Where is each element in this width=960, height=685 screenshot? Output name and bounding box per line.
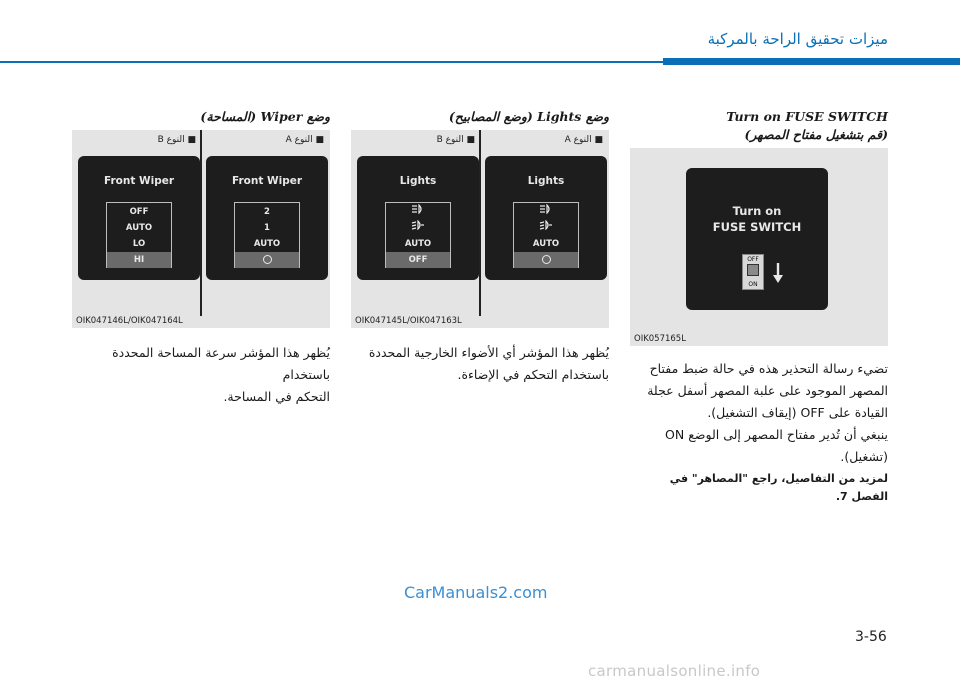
page-number: 3-56 bbox=[855, 629, 887, 645]
option-auto: AUTO bbox=[253, 239, 281, 249]
wiper-description bbox=[72, 342, 330, 408]
lights-panel-type-a bbox=[485, 156, 607, 280]
text-line: ينبغي أن تُدير مفتاح المصهر إلى الوضع ON bbox=[665, 427, 888, 442]
panel-title: Lights bbox=[399, 175, 437, 187]
type-a-tag: ■ النوع A bbox=[564, 135, 603, 145]
wiper-title: وضع Wiper (المساحة) bbox=[200, 109, 330, 124]
text-line: باستخدام التحكم في الإضاءة. bbox=[457, 367, 609, 382]
parking-light-icon bbox=[386, 204, 450, 220]
panel-line: Turn on bbox=[732, 204, 782, 218]
option-1: 1 bbox=[264, 223, 270, 233]
fuse-title-translation: (قم بتشغيل مفتاح المصهر) bbox=[744, 127, 888, 142]
lights-section bbox=[351, 108, 609, 386]
figure-code: OIK057165L bbox=[634, 334, 686, 344]
option-box bbox=[106, 202, 172, 268]
arrow-down-icon bbox=[772, 262, 784, 284]
type-b-tag: ■ النوع B bbox=[157, 135, 196, 145]
figure-code: OIK047145L/OIK047163L bbox=[355, 316, 462, 326]
option-hi-selected: HI bbox=[107, 252, 171, 268]
low-beam-icon bbox=[386, 220, 450, 236]
text-line: (تشغيل). bbox=[840, 449, 888, 464]
parking-light-icon bbox=[514, 204, 578, 220]
circle-icon bbox=[235, 252, 299, 268]
wiper-panel-type-b bbox=[78, 156, 200, 280]
text-line: تضيء رسالة التحذير هذه في حالة ضبط مفتاح bbox=[649, 361, 888, 376]
fuse-description bbox=[630, 358, 888, 468]
option-auto: AUTO bbox=[404, 239, 432, 249]
option-off: OFF bbox=[129, 207, 149, 217]
wiper-panel-type-a bbox=[206, 156, 328, 280]
watermark: CarManuals2.com bbox=[404, 583, 548, 602]
low-beam-icon bbox=[514, 220, 578, 236]
header-rule-accent bbox=[663, 58, 960, 65]
wiper-figure bbox=[72, 130, 330, 328]
page-header bbox=[0, 0, 960, 68]
panel-title: Front Wiper bbox=[231, 175, 303, 187]
footer-watermark: carmanualsonline.info bbox=[588, 662, 761, 680]
option-lo: LO bbox=[132, 239, 146, 249]
text-line: يُظهر هذا المؤشر سرعة المساحة المحددة باستخدام bbox=[112, 345, 330, 382]
figure-divider bbox=[479, 130, 481, 316]
text-line: القيادة على OFF (إيقاف التشغيل). bbox=[707, 405, 888, 420]
circle-icon bbox=[514, 252, 578, 268]
figure-divider bbox=[200, 130, 202, 316]
fuse-figure bbox=[630, 148, 888, 346]
option-box bbox=[234, 202, 300, 268]
option-box bbox=[385, 202, 451, 268]
fuse-section bbox=[630, 108, 888, 506]
panel-title: Lights bbox=[527, 175, 565, 187]
chapter-title: ميزات تحقيق الراحة بالمركبة bbox=[707, 30, 888, 48]
switch-on-label: ON bbox=[748, 281, 758, 288]
fuse-title: Turn on FUSE SWITCH bbox=[726, 109, 888, 124]
wiper-section bbox=[72, 108, 330, 408]
text-line: المصهر الموجود على علبة المصهر أسفل عجلة bbox=[647, 383, 888, 398]
switch-off-label: OFF bbox=[747, 256, 759, 263]
text-line: يُظهر هذا المؤشر أي الأضواء الخارجية المحددة bbox=[368, 345, 609, 360]
lights-title: وضع Lights (وضع المصابيح) bbox=[448, 109, 609, 124]
option-off-selected: OFF bbox=[386, 252, 450, 268]
lights-figure bbox=[351, 130, 609, 328]
option-auto: AUTO bbox=[125, 223, 153, 233]
fuse-switch-icon bbox=[742, 254, 764, 290]
option-box bbox=[513, 202, 579, 268]
figure-code: OIK047146L/OIK047164L bbox=[76, 316, 183, 326]
text-line: التحكم في المساحة. bbox=[223, 389, 330, 404]
panel-title: Front Wiper bbox=[103, 175, 175, 187]
lights-description bbox=[351, 342, 609, 386]
panel-line: FUSE SWITCH bbox=[712, 220, 802, 234]
fuse-switch-panel bbox=[686, 168, 828, 310]
switch-knob bbox=[747, 264, 759, 276]
type-a-tag: ■ النوع A bbox=[285, 135, 324, 145]
type-b-tag: ■ النوع B bbox=[436, 135, 475, 145]
option-2: 2 bbox=[264, 207, 270, 217]
option-auto: AUTO bbox=[532, 239, 560, 249]
lights-panel-type-b bbox=[357, 156, 479, 280]
fuse-note: لمزيد من التفاصيل، راجع "المصاهر" في الفصل 7. bbox=[669, 472, 888, 503]
